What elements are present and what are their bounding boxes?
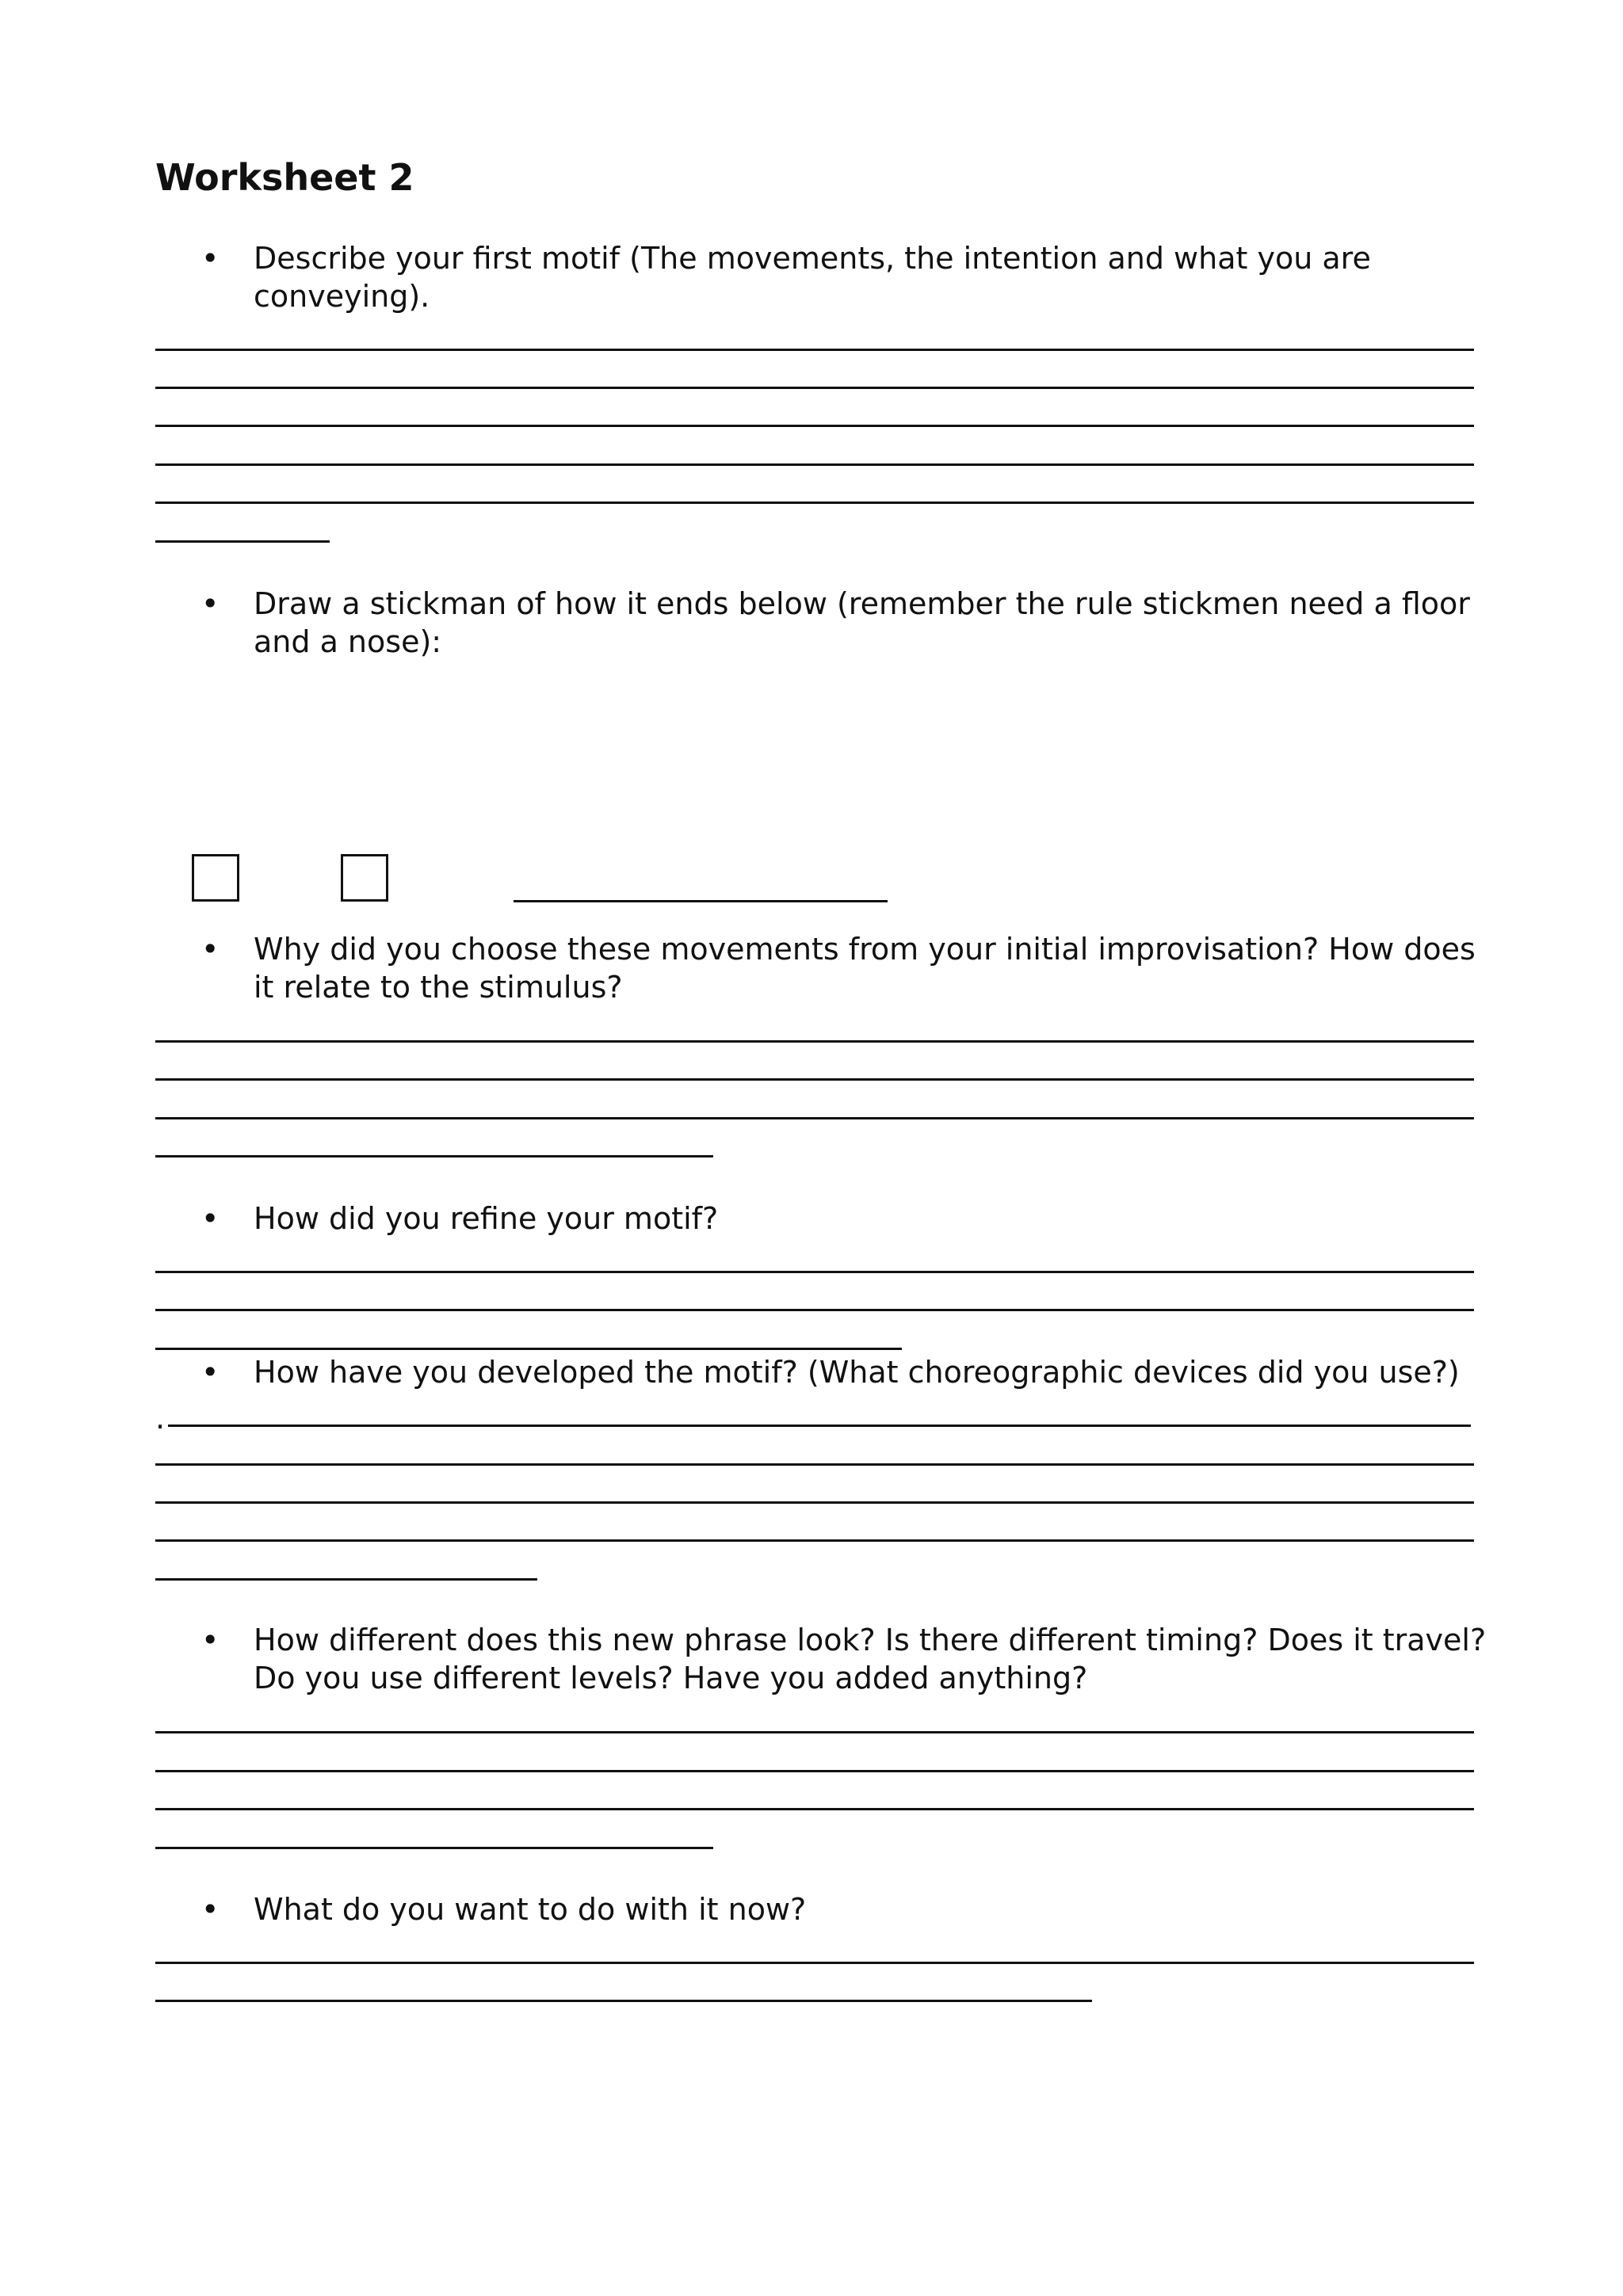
question-7-text: What do you want to do with it now? <box>254 1892 807 1927</box>
answer-line-3c[interactable] <box>155 1117 1474 1119</box>
answer-line-1f[interactable] <box>155 540 330 543</box>
answer-line-1c[interactable] <box>155 425 1474 427</box>
stray-mark: . <box>155 1401 166 1436</box>
answer-line-4b[interactable] <box>155 1309 1474 1311</box>
answer-line-6c[interactable] <box>155 1808 1474 1810</box>
answer-line-6a[interactable] <box>155 1731 1474 1733</box>
answer-line-5a[interactable] <box>168 1425 1471 1427</box>
question-7 <box>201 1890 1490 1928</box>
bullet-icon: • <box>201 241 220 276</box>
answer-line-5b[interactable] <box>155 1463 1474 1466</box>
question-3-text: Why did you choose these movements from your initial improvisation? How does it relate to the stimulus? <box>254 932 1476 1005</box>
question-5 <box>201 1353 1490 1391</box>
drawing-box-1[interactable] <box>192 854 239 902</box>
answer-line-6d[interactable] <box>155 1847 713 1849</box>
answer-line-6b[interactable] <box>155 1770 1474 1772</box>
answer-line-3a[interactable] <box>155 1040 1474 1043</box>
bullet-icon: • <box>201 586 220 621</box>
answer-line-5d[interactable] <box>155 1539 1474 1542</box>
bullet-icon: • <box>201 1355 220 1390</box>
answer-line-4a[interactable] <box>155 1271 1474 1273</box>
question-2-text: Draw a stickman of how it ends below (remember the rule stickmen need a floor and a nose): <box>254 586 1470 659</box>
bullet-icon: • <box>201 1892 220 1927</box>
answer-line-4c[interactable] <box>155 1348 902 1350</box>
answer-line-1d[interactable] <box>155 463 1474 466</box>
question-1-text: Describe your first motif (The movements, the intention and what you are conveying). <box>254 241 1371 314</box>
drawing-box-2[interactable] <box>341 854 388 902</box>
question-4-text: How did you refine your motif? <box>254 1201 719 1236</box>
question-1 <box>201 239 1490 315</box>
question-2 <box>201 585 1490 661</box>
question-6 <box>201 1621 1490 1697</box>
drawing-floor-line[interactable] <box>514 900 888 902</box>
answer-line-5c[interactable] <box>155 1501 1474 1504</box>
answer-line-1b[interactable] <box>155 387 1474 389</box>
answer-line-1e[interactable] <box>155 502 1474 504</box>
question-4 <box>201 1199 1490 1238</box>
answer-line-7b[interactable] <box>155 2000 1092 2002</box>
answer-line-1a[interactable] <box>155 349 1474 351</box>
worksheet-title: Worksheet 2 <box>155 156 414 199</box>
answer-line-3b[interactable] <box>155 1078 1474 1081</box>
answer-line-5e[interactable] <box>155 1578 537 1581</box>
question-3 <box>201 930 1490 1006</box>
question-5-text: How have you developed the motif? (What choreographic devices did you use?) <box>254 1355 1460 1390</box>
bullet-icon: • <box>201 1201 220 1236</box>
bullet-icon: • <box>201 932 220 967</box>
question-6-text: How different does this new phrase look? Is there different timing? Does it travel? Do you use different levels? Have you added anything? <box>254 1623 1487 1695</box>
bullet-icon: • <box>201 1623 220 1657</box>
answer-line-7a[interactable] <box>155 1962 1474 1964</box>
answer-line-3d[interactable] <box>155 1155 713 1158</box>
